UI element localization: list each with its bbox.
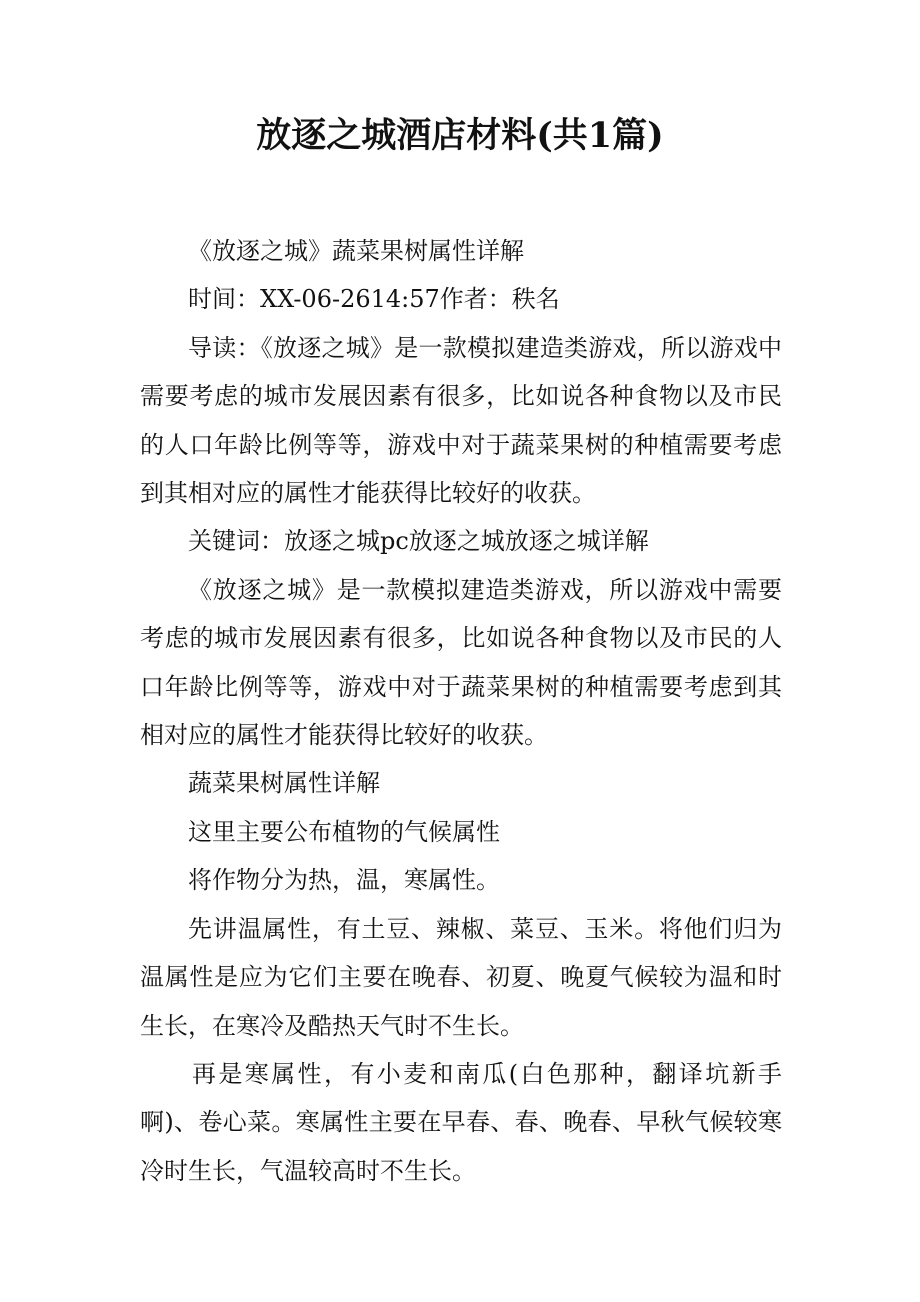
document-title: 放逐之城酒店材料(共1篇): [256, 115, 664, 156]
paragraph-warm-crops: 先讲温属性，有土豆、辣椒、菜豆、玉米。将他们归为温属性是应为它们主要在晚春、初夏、晚夏气候较为温和时生长，在寒冷及酷热天气时不生长。: [140, 914, 782, 1040]
paragraph-crop-classes: 将作物分为热，温，寒属性。: [188, 866, 500, 895]
paragraph-section-heading: 蔬菜果树属性详解: [188, 769, 380, 798]
paragraph-cold-crops: 再是寒属性，有小麦和南瓜(白色那种，翻译坑新手啊)、卷心菜。寒属性主要在早春、春、晚春、早秋气候较寒冷时生长，气温较高时不生长。: [140, 1059, 782, 1185]
document-body: [140, 227, 782, 1195]
paragraph-keywords: 关键词：放逐之城pc放逐之城放逐之城详解: [188, 527, 649, 556]
paragraph-body-1: 《放逐之城》是一款模拟建造类游戏，所以游戏中需要考虑的城市发展因素有很多，比如说各种食物以及市民的人口年龄比例等等，游戏中对于蔬菜果树的种植需要考虑到其相对应的属性才能获得比较好的收获。: [140, 575, 782, 750]
paragraph-climate-note: 这里主要公布植物的气候属性: [188, 817, 500, 846]
paragraph-intro: 导读：《放逐之城》是一款模拟建造类游戏，所以游戏中需要考虑的城市发展因素有很多，比如说各种食物以及市民的人口年龄比例等等，游戏中对于蔬菜果树的种植需要考虑到其相对应的属性才能获得比较好的收获。: [140, 333, 782, 508]
paragraph-meta: 时间：XX-06-2614:57作者：秩名: [188, 285, 560, 314]
paragraph-subtitle: 《放逐之城》蔬菜果树属性详解: [188, 237, 524, 265]
